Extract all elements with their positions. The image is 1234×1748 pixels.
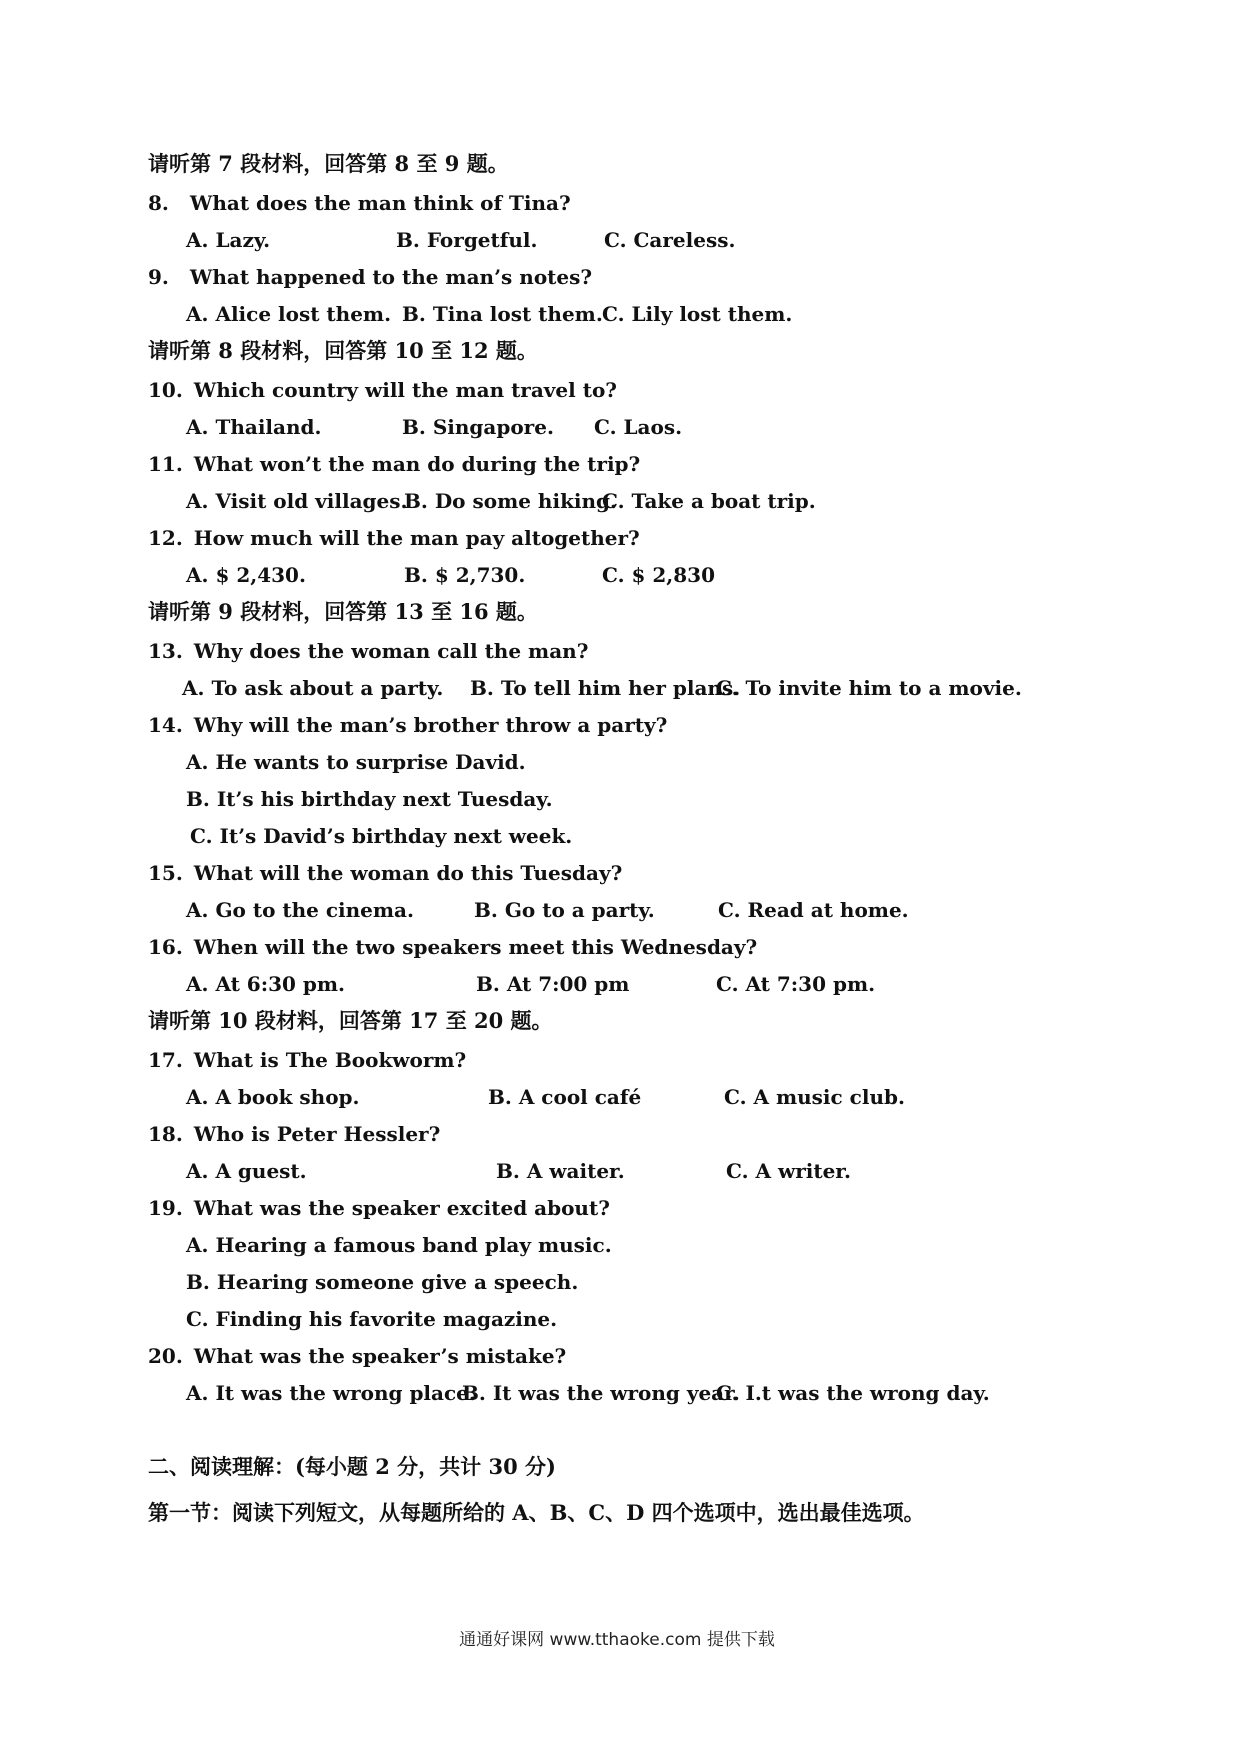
option-12a: A. $ 2,430.: [186, 563, 306, 587]
question-text: What was the speaker excited about?: [193, 1196, 610, 1220]
question-text: What does the man think of Tina?: [189, 191, 571, 215]
section-heading-7: 请听第 7 段材料，回答第 8 至 9 题。: [148, 151, 509, 176]
option-17c: C. A music club.: [724, 1085, 905, 1109]
question-number: 18.: [148, 1122, 183, 1146]
question-text: What won’t the man do during the trip?: [193, 452, 641, 476]
option-12c: C. $ 2,830: [602, 563, 715, 587]
question-number: 8.: [148, 191, 169, 215]
question-17: [148, 1048, 466, 1072]
option-16c: C. At 7:30 pm.: [716, 972, 876, 996]
option-11a: A. Visit old villages.: [186, 489, 408, 513]
option-10b: B. Singapore.: [402, 415, 554, 439]
option-20c: C. I.t was the wrong day.: [716, 1381, 990, 1405]
option-15b: B. Go to a party.: [474, 898, 655, 922]
question-number: 15.: [148, 861, 183, 885]
option-17a: A. A book shop.: [186, 1085, 360, 1109]
section-heading-9: 请听第 9 段材料，回答第 13 至 16 题。: [148, 599, 538, 624]
option-10c: C. Laos.: [594, 415, 683, 439]
option-15a: A. Go to the cinema.: [186, 898, 414, 922]
section-instruction: 第一节：阅读下列短文，从每题所给的 A、B、C、D 四个选项中，选出最佳选项。: [148, 1500, 925, 1525]
question-text: Which country will the man travel to?: [193, 378, 618, 402]
question-9: [148, 265, 592, 289]
option-8a: A. Lazy.: [186, 228, 271, 252]
question-10: [148, 378, 617, 402]
option-13b: B. To tell him her plans.: [470, 676, 741, 700]
option-11c: C. Take a boat trip.: [602, 489, 816, 513]
option-12b: B. $ 2,730.: [404, 563, 526, 587]
question-16: [148, 935, 757, 959]
question-14: [148, 713, 667, 737]
question-text: How much will the man pay altogether?: [193, 526, 640, 550]
option-15c: C. Read at home.: [718, 898, 909, 922]
question-19: [148, 1196, 610, 1220]
question-18: [148, 1122, 440, 1146]
section-heading-10: 请听第 10 段材料，回答第 17 至 20 题。: [148, 1008, 553, 1033]
question-number: 13.: [148, 639, 183, 663]
question-number: 19.: [148, 1196, 183, 1220]
part-heading-reading: 二、阅读理解：(每小题 2 分，共计 30 分): [148, 1454, 556, 1479]
question-number: 16.: [148, 935, 183, 959]
option-18a: A. A guest.: [186, 1159, 307, 1183]
question-text: Why will the man’s brother throw a party?: [193, 713, 668, 737]
option-14c: C. It’s David’s birthday next week.: [190, 824, 573, 848]
option-13a: A. To ask about a party.: [182, 676, 444, 700]
question-number: 10.: [148, 378, 183, 402]
option-19a: A. Hearing a famous band play music.: [186, 1233, 612, 1257]
question-text: What will the woman do this Tuesday?: [193, 861, 623, 885]
option-20a: A. It was the wrong place.: [186, 1381, 476, 1405]
question-number: 11.: [148, 452, 183, 476]
question-11: [148, 452, 640, 476]
question-8: [148, 191, 571, 215]
option-9a: A. Alice lost them.: [186, 302, 392, 326]
option-16a: A. At 6:30 pm.: [186, 972, 346, 996]
question-text: What is The Bookworm?: [193, 1048, 467, 1072]
option-11b: B. Do some hiking.: [404, 489, 618, 513]
question-text: Who is Peter Hessler?: [193, 1122, 441, 1146]
question-number: 14.: [148, 713, 183, 737]
option-13c: C. To invite him to a movie.: [716, 676, 1022, 700]
question-text: Why does the woman call the man?: [193, 639, 589, 663]
question-15: [148, 861, 622, 885]
option-16b: B. At 7:00 pm: [476, 972, 630, 996]
option-9c: C. Lily lost them.: [602, 302, 793, 326]
option-18c: C. A writer.: [726, 1159, 851, 1183]
option-9b: B. Tina lost them.: [402, 302, 603, 326]
option-8c: C. Careless.: [604, 228, 736, 252]
question-text: What happened to the man’s notes?: [189, 265, 593, 289]
option-19b: B. Hearing someone give a speech.: [186, 1270, 579, 1294]
option-20b: B. It was the wrong year.: [462, 1381, 740, 1405]
question-number: 17.: [148, 1048, 183, 1072]
option-14b: B. It’s his birthday next Tuesday.: [186, 787, 553, 811]
question-number: 20.: [148, 1344, 183, 1368]
option-18b: B. A waiter.: [496, 1159, 625, 1183]
option-17b: B. A cool café: [488, 1085, 642, 1109]
footer-credit: 通通好课网 www.tthaoke.com 提供下载: [459, 1630, 775, 1650]
question-text: When will the two speakers meet this Wednesday?: [193, 935, 758, 959]
question-number: 9.: [148, 265, 169, 289]
option-8b: B. Forgetful.: [396, 228, 538, 252]
question-13: [148, 639, 588, 663]
question-12: [148, 526, 640, 550]
section-heading-8: 请听第 8 段材料，回答第 10 至 12 题。: [148, 338, 538, 363]
option-10a: A. Thailand.: [186, 415, 322, 439]
option-14a: A. He wants to surprise David.: [186, 750, 526, 774]
option-19c: C. Finding his favorite magazine.: [186, 1307, 558, 1331]
question-text: What was the speaker’s mistake?: [193, 1344, 567, 1368]
question-number: 12.: [148, 526, 183, 550]
question-20: [148, 1344, 566, 1368]
